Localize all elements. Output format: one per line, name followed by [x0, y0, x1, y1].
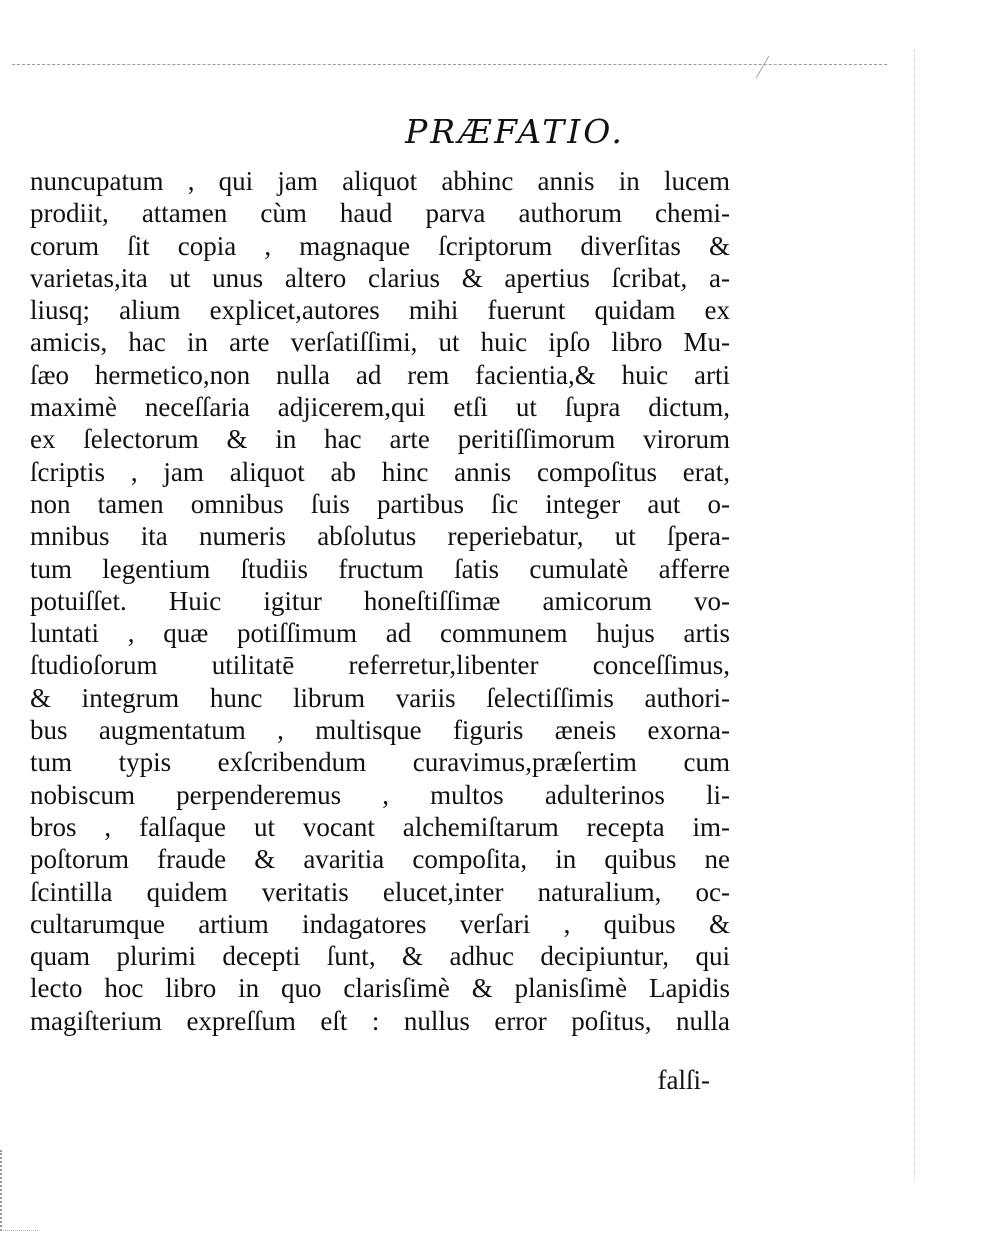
text-line: tum legentium ſtudiis fructum ſatis cumulatè afferre: [30, 553, 730, 584]
text-line: potuiſſet. Huic igitur honeſtiſſimæ amicorum vo-: [30, 585, 730, 616]
text-line: liusq; alium explicet,autores mihi fuerunt quidam ex: [30, 295, 730, 326]
scan-smudge-bottom-left: [0, 1150, 38, 1231]
text-line: quam plurimi decepti ſunt, & adhuc decipiuntur, qui: [30, 941, 730, 972]
text-line: maximè neceſſaria adjicerem,qui etſi ut ſupra dictum,: [30, 392, 730, 423]
text-line: ſæo hermetico,non nulla ad rem facientia,& huic arti: [30, 359, 730, 390]
text-line: bros , falſaque ut vocant alchemiſtarum recepta im-: [30, 811, 730, 842]
text-line: corum ſit copia , magnaque ſcriptorum diverſitas &: [30, 230, 730, 261]
text-line: & integrum hunc librum variis ſelectiſſimis authori-: [30, 682, 730, 713]
text-line: nobiscum perpenderemus , multos adulterinos li-: [30, 779, 730, 810]
catchword: falſi-: [657, 1065, 710, 1095]
text-line: magiſterium expreſſum eſt : nullus error poſitus, nulla: [30, 1005, 730, 1036]
text-line: amicis, hac in arte verſatiſſimi, ut huic ipſo libro Mu-: [30, 327, 730, 358]
text-line: tum typis exſcribendum curavimus,præſertim cum: [30, 747, 730, 778]
text-line: mnibus ita numeris abſolutus reperiebatur, ut ſpera-: [30, 521, 730, 552]
text-line: ſcintilla quidem veritatis elucet,inter naturalium, oc-: [30, 876, 730, 907]
scan-smudge-top: [732, 56, 770, 78]
text-line: bus augmentatum , multisque figuris æneis exorna-: [30, 715, 730, 746]
text-line: varietas,ita ut unus altero clarius & apertius ſcribat, a-: [30, 262, 730, 293]
running-header: PRÆFATIO.: [405, 112, 625, 151]
text-line: luntati , quæ potiſſimum ad communem hujus artis: [30, 618, 730, 649]
text-line: prodiit, attamen cùm haud parva authorum chemi-: [30, 198, 730, 229]
text-line: ſcriptis , jam aliquot ab hinc annis compoſitus erat,: [30, 456, 730, 487]
body-text: [30, 165, 730, 1037]
text-line: nuncupatum , qui jam aliquot abhinc annis in lucem: [30, 166, 730, 196]
text-line: lecto hoc libro in quo clarisſimè & planisſimè Lapidis: [30, 973, 730, 1004]
text-line: cultarumque artium indagatores verſari , quibus &: [30, 908, 730, 939]
text-line: ſtudioſorum utilitatē referretur,libenter conceſſimus,: [30, 650, 730, 681]
text-line: ex ſelectorum & in hac arte peritiſſimorum virorum: [30, 424, 730, 455]
scan-right-rule: [914, 50, 915, 1180]
text-line: poſtorum fraude & avaritia compoſita, in quibus ne: [30, 844, 730, 875]
text-line: non tamen omnibus ſuis partibus ſic integer aut o-: [30, 488, 730, 519]
